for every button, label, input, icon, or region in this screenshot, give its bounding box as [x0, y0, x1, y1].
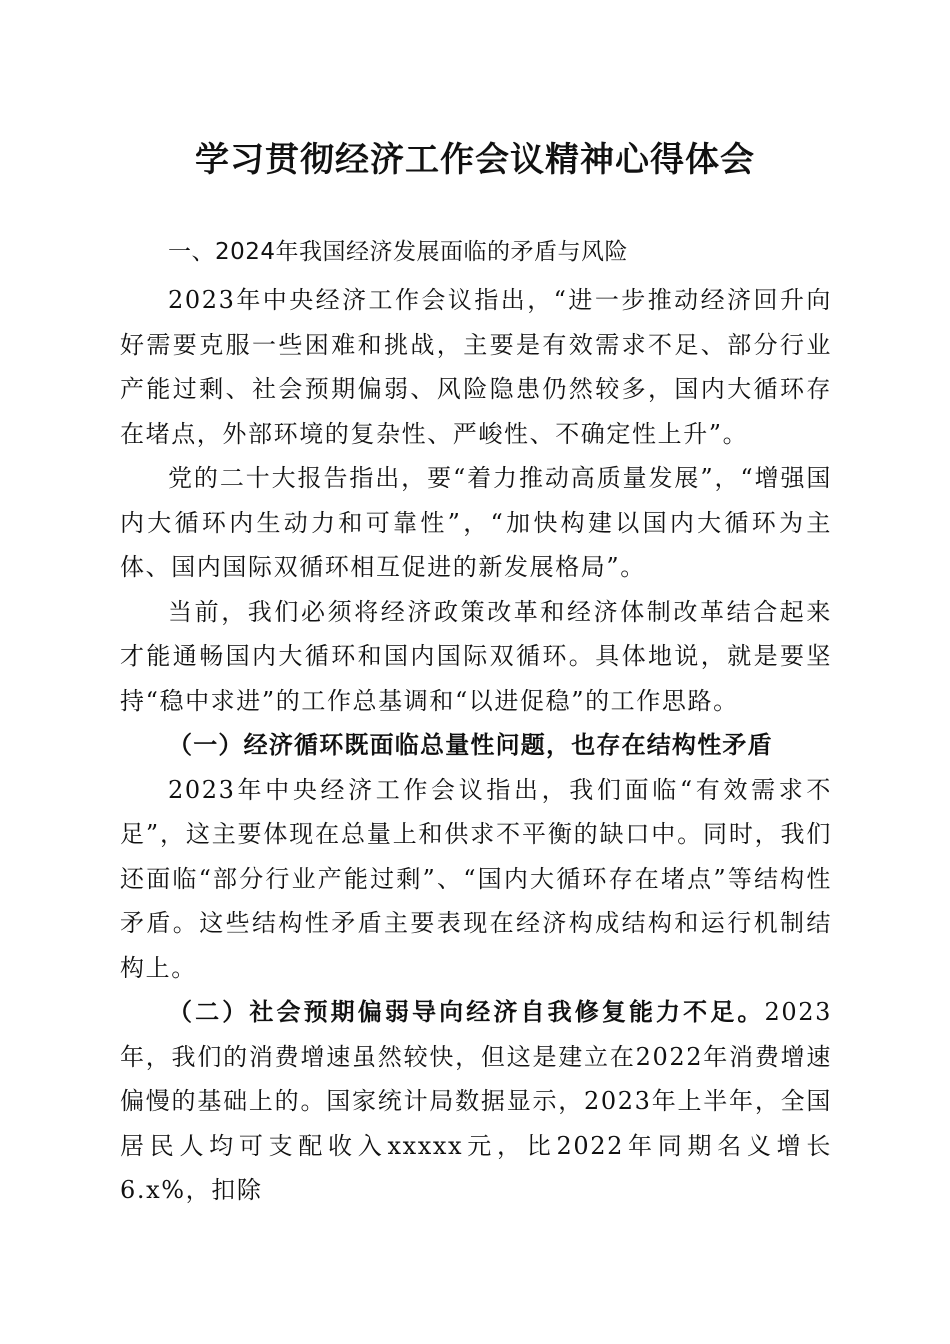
paragraph-5-text: 2023年，我们的消费增速虽然较快，但这是建立在2022年消费增速偏慢的基础上的。国家统计局数据显示，2023年上半年，全国居民人均可支配收入xxxxx元，比2022年同期名义增长6.x%，扣除 [120, 998, 832, 1204]
paragraph-1: 2023年中央经济工作会议指出，“进一步推动经济回升向好需要克服一些困难和挑战，主要是有效需求不足、部分行业产能过剩、社会预期偏弱、风险隐患仍然较多，国内大循环存在堵点，外部环境的复杂性、严峻性、不确定性上升”。 [120, 286, 832, 448]
paragraph-4: 2023年中央经济工作会议指出，我们面临“有效需求不足”，这主要体现在总量上和供求不平衡的缺口中。同时，我们还面临“部分行业产能过剩”、“国内大循环存在堵点”等结构性矛盾。这些结构性矛盾主要表现在经济构成结构和运行机制结构上。 [120, 775, 832, 982]
paragraph-2: 党的二十大报告指出，要“着力推动高质量发展”，“增强国内大循环内生动力和可靠性”，“加快构建以国内大循环为主体、国内国际双循环相互促进的新发展格局”。 [120, 464, 832, 581]
subheading-2: （二）社会预期偏弱导向经济自我修复能力不足。 [168, 997, 765, 1026]
paragraph-5 [120, 990, 832, 1213]
document-title: 学习贯彻经济工作会议精神心得体会 [195, 140, 755, 180]
paragraph-3: 当前，我们必须将经济政策改革和经济体制改革结合起来才能通畅国内大循环和国内国际双循环。具体地说，就是要坚持“稳中求进”的工作总基调和“以进促稳”的工作思路。 [120, 597, 832, 715]
section-heading-1: 一、2024年我国经济发展面临的矛盾与风险 [168, 239, 629, 265]
document-body [120, 226, 832, 1213]
subheading-1: （一）经济循环既面临总量性问题，也存在结构性矛盾 [168, 730, 773, 759]
